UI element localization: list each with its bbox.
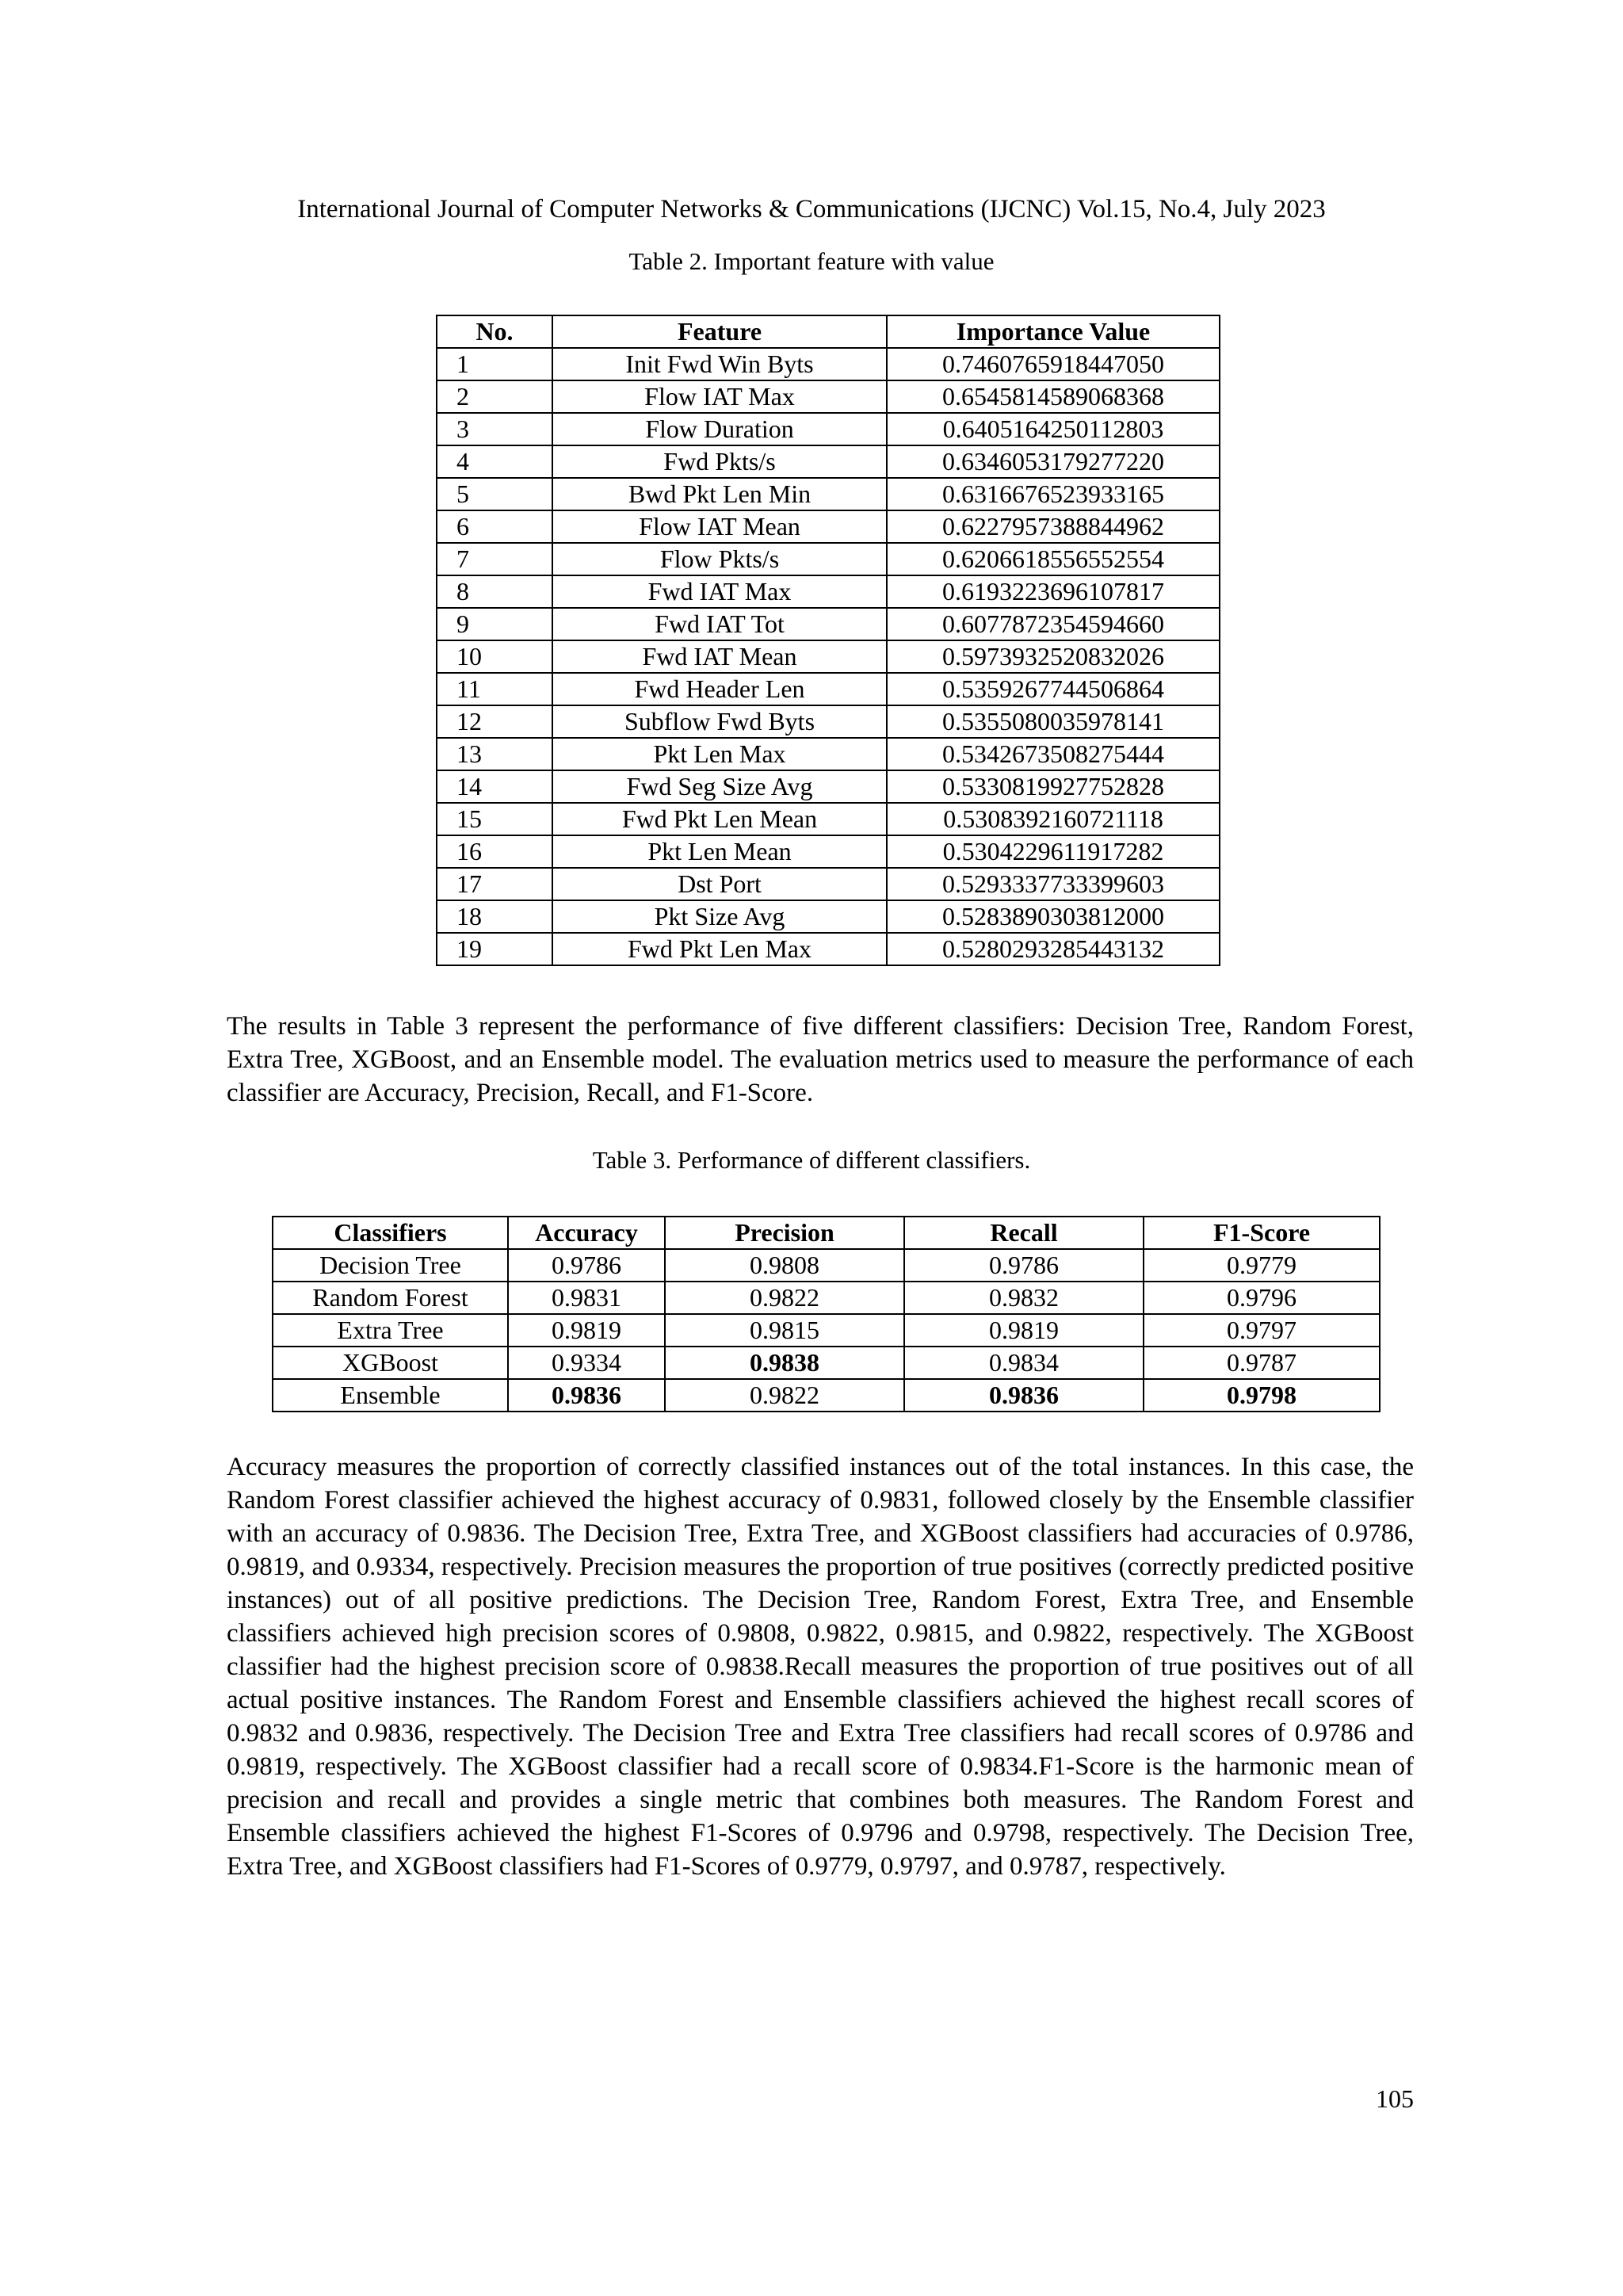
- cell-importance: 0.6316676523933165: [887, 478, 1220, 510]
- cell-feature: Flow Pkts/s: [552, 543, 887, 575]
- cell-precision: 0.9822: [665, 1379, 904, 1412]
- table-row: [437, 348, 1220, 380]
- table-row: [437, 900, 1220, 933]
- cell-f1-score: 0.9787: [1144, 1347, 1380, 1379]
- table-row: [437, 770, 1220, 803]
- column-header-precision: Precision: [665, 1217, 904, 1249]
- cell-no: 16: [437, 835, 552, 868]
- cell-no: 14: [437, 770, 552, 803]
- column-header-no: No.: [437, 315, 552, 348]
- cell-recall: 0.9832: [904, 1282, 1144, 1314]
- cell-f1-score: 0.9796: [1144, 1282, 1380, 1314]
- cell-feature: Fwd Header Len: [552, 673, 887, 705]
- cell-recall: 0.9786: [904, 1249, 1144, 1282]
- table2-caption: Table 2. Important feature with value: [628, 247, 995, 275]
- cell-importance: 0.7460765918447050: [887, 348, 1220, 380]
- cell-recall-best: 0.9836: [904, 1379, 1144, 1412]
- cell-no: 19: [437, 933, 552, 965]
- cell-importance: 0.6206618556552554: [887, 543, 1220, 575]
- table-header-row: [437, 315, 1220, 348]
- cell-feature: Fwd Pkt Len Max: [552, 933, 887, 965]
- table-row: [437, 705, 1220, 738]
- cell-no: 10: [437, 640, 552, 673]
- running-header: International Journal of Computer Networks & Communications (IJCNC) Vol.15, No.4, July 2023: [297, 195, 1326, 223]
- cell-no: 11: [437, 673, 552, 705]
- cell-classifier: XGBoost: [273, 1347, 508, 1379]
- table-row: [437, 380, 1220, 413]
- table-row: [437, 640, 1220, 673]
- cell-classifier: Decision Tree: [273, 1249, 508, 1282]
- cell-precision-best: 0.9838: [665, 1347, 904, 1379]
- cell-importance: 0.5304229611917282: [887, 835, 1220, 868]
- cell-no: 4: [437, 445, 552, 478]
- cell-importance: 0.6193223696107817: [887, 575, 1220, 608]
- results-paragraph: The results in Table 3 represent the performance of five different classifiers: Decision Tree, Random Forest, Extra Tree, XGBoost, and an Ensemble model. The evaluation metrics used to measure the performance of each classifier are Accuracy, Precision, Recall, and F1-Score.: [227, 1012, 1414, 1107]
- cell-importance: 0.5280293285443132: [887, 933, 1220, 965]
- cell-no: 17: [437, 868, 552, 900]
- cell-feature: Fwd IAT Mean: [552, 640, 887, 673]
- table-row: [437, 933, 1220, 965]
- table-row: [437, 673, 1220, 705]
- table-row: [437, 543, 1220, 575]
- cell-no: 6: [437, 510, 552, 543]
- cell-importance: 0.5973932520832026: [887, 640, 1220, 673]
- table-row: [273, 1347, 1380, 1379]
- cell-importance: 0.5355080035978141: [887, 705, 1220, 738]
- cell-accuracy: 0.9831: [508, 1282, 665, 1314]
- cell-f1-score: 0.9779: [1144, 1249, 1380, 1282]
- cell-no: 1: [437, 348, 552, 380]
- feature-importance-table: [436, 315, 1220, 966]
- cell-f1-score: 0.9797: [1144, 1314, 1380, 1347]
- table-row: [437, 835, 1220, 868]
- cell-no: 2: [437, 380, 552, 413]
- cell-feature: Subflow Fwd Byts: [552, 705, 887, 738]
- cell-importance: 0.5359267744506864: [887, 673, 1220, 705]
- cell-no: 15: [437, 803, 552, 835]
- table-row: [437, 478, 1220, 510]
- cell-importance: 0.5330819927752828: [887, 770, 1220, 803]
- cell-classifier: Ensemble: [273, 1379, 508, 1412]
- cell-feature: Fwd IAT Max: [552, 575, 887, 608]
- cell-accuracy-best: 0.9836: [508, 1379, 665, 1412]
- cell-no: 9: [437, 608, 552, 640]
- cell-importance: 0.6077872354594660: [887, 608, 1220, 640]
- cell-importance: 0.6545814589068368: [887, 380, 1220, 413]
- table-row: [273, 1282, 1380, 1314]
- table-row: [437, 445, 1220, 478]
- cell-accuracy: 0.9786: [508, 1249, 665, 1282]
- cell-accuracy: 0.9334: [508, 1347, 665, 1379]
- cell-classifier: Random Forest: [273, 1282, 508, 1314]
- cell-feature: Pkt Len Max: [552, 738, 887, 770]
- cell-importance: 0.5293337733399603: [887, 868, 1220, 900]
- table-row: [437, 413, 1220, 445]
- cell-feature: Flow IAT Mean: [552, 510, 887, 543]
- table-row: [273, 1379, 1380, 1412]
- cell-feature: Fwd Pkts/s: [552, 445, 887, 478]
- cell-no: 5: [437, 478, 552, 510]
- cell-feature: Pkt Size Avg: [552, 900, 887, 933]
- table-row: [437, 803, 1220, 835]
- cell-recall: 0.9819: [904, 1314, 1144, 1347]
- cell-accuracy: 0.9819: [508, 1314, 665, 1347]
- cell-importance: 0.6346053179277220: [887, 445, 1220, 478]
- page-number: 105: [1376, 2084, 1414, 2113]
- cell-f1-score-best: 0.9798: [1144, 1379, 1380, 1412]
- cell-no: 7: [437, 543, 552, 575]
- cell-precision: 0.9808: [665, 1249, 904, 1282]
- cell-feature: Init Fwd Win Byts: [552, 348, 887, 380]
- column-header-f1-score: F1-Score: [1144, 1217, 1380, 1249]
- column-header-importance: Importance Value: [887, 315, 1220, 348]
- table-row: [437, 868, 1220, 900]
- cell-importance: 0.6405164250112803: [887, 413, 1220, 445]
- cell-no: 8: [437, 575, 552, 608]
- cell-recall: 0.9834: [904, 1347, 1144, 1379]
- table3-caption: Table 3. Performance of different classifiers.: [592, 1146, 1031, 1174]
- cell-feature: Fwd Seg Size Avg: [552, 770, 887, 803]
- column-header-accuracy: Accuracy: [508, 1217, 665, 1249]
- table-row: [437, 510, 1220, 543]
- column-header-classifiers: Classifiers: [273, 1217, 508, 1249]
- cell-no: 18: [437, 900, 552, 933]
- cell-feature: Fwd Pkt Len Mean: [552, 803, 887, 835]
- cell-feature: Fwd IAT Tot: [552, 608, 887, 640]
- cell-precision: 0.9815: [665, 1314, 904, 1347]
- discussion-paragraph: Accuracy measures the proportion of correctly classified instances out of the total instances. In this case, the Random Forest classifier achieved the highest accuracy of 0.9831, followed closely by the Ensemble classifier with an accuracy of 0.9836. The Decision Tree, Extra Tree, and XGBoost classifiers had accuracies of 0.9786, 0.9819, and 0.9334, respectively. Precision measures the proportion of true positives (correctly predicted positive instances) out of all positive predictions. The Decision Tree, Random Forest, Extra Tree, and Ensemble classifiers achieved high precision scores of 0.9808, 0.9822, 0.9815, and 0.9822, respectively. The XGBoost classifier had the highest precision score of 0.9838.Recall measures the proportion of true positives out of all actual positive instances. The Random Forest and Ensemble classifiers achieved the highest recall scores of 0.9832 and 0.9836, respectively. The Decision Tree and Extra Tree classifiers had recall scores of 0.9786 and 0.9819, respectively. The XGBoost classifier had a recall score of 0.9834.F1-Score is the harmonic mean of precision and recall and provides a single metric that combines both measures. The Random Forest and Ensemble classifiers achieved the highest F1-Scores of 0.9796 and 0.9798, respectively. The Decision Tree, Extra Tree, and XGBoost classifiers had F1-Scores of 0.9779, 0.9797, and 0.9787, respectively.: [227, 1453, 1414, 1881]
- cell-precision: 0.9822: [665, 1282, 904, 1314]
- cell-importance: 0.5308392160721118: [887, 803, 1220, 835]
- column-header-recall: Recall: [904, 1217, 1144, 1249]
- cell-feature: Dst Port: [552, 868, 887, 900]
- cell-no: 12: [437, 705, 552, 738]
- cell-importance: 0.5342673508275444: [887, 738, 1220, 770]
- table-row: [437, 738, 1220, 770]
- table-row: [437, 575, 1220, 608]
- cell-no: 13: [437, 738, 552, 770]
- table-row: [437, 608, 1220, 640]
- table-row: [273, 1314, 1380, 1347]
- cell-importance: 0.6227957388844962: [887, 510, 1220, 543]
- cell-feature: Flow Duration: [552, 413, 887, 445]
- cell-feature: Pkt Len Mean: [552, 835, 887, 868]
- table-header-row: [273, 1217, 1380, 1249]
- table-row: [273, 1249, 1380, 1282]
- cell-importance: 0.5283890303812000: [887, 900, 1220, 933]
- cell-feature: Flow IAT Max: [552, 380, 887, 413]
- cell-no: 3: [437, 413, 552, 445]
- column-header-feature: Feature: [552, 315, 887, 348]
- cell-classifier: Extra Tree: [273, 1314, 508, 1347]
- cell-feature: Bwd Pkt Len Min: [552, 478, 887, 510]
- classifier-performance-table: [272, 1216, 1381, 1412]
